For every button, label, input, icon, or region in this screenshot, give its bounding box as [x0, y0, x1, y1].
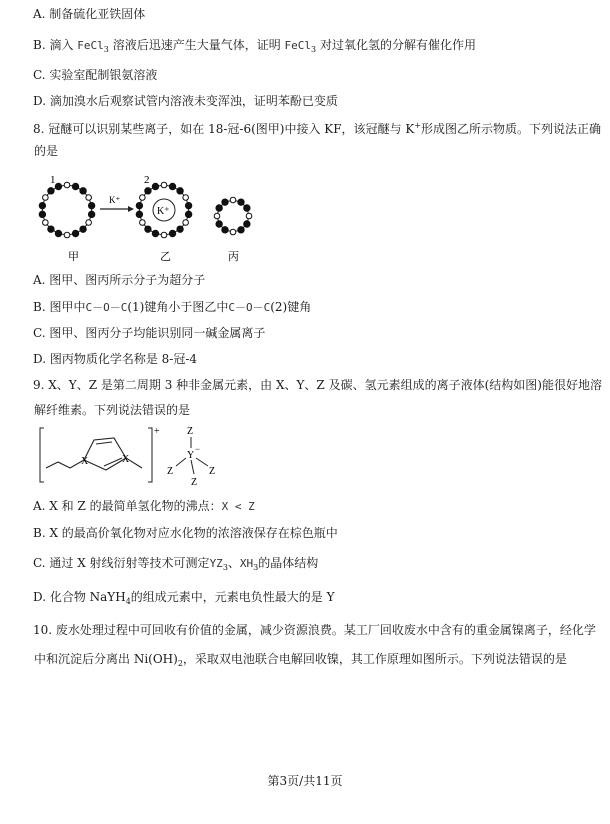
right-bracket — [148, 428, 152, 482]
ring-yi-carbon-atom — [177, 226, 183, 232]
q9-stem-line2: 解纤维素。下列说法错误的是 — [34, 403, 191, 417]
ring-yi-carbon-atom — [136, 211, 142, 217]
ring-jia-carbon-atom — [88, 211, 94, 217]
ring-bing-oxygen-atom — [230, 229, 236, 235]
ring-bing-carbon-atom — [216, 221, 222, 227]
ring-jia-oxygen-atom — [64, 182, 70, 188]
ring-yi-carbon-atom — [185, 202, 191, 208]
q7-option-c: C. 实验室配制银氨溶液 — [33, 68, 158, 82]
ring-yi-carbon-atom — [177, 188, 183, 194]
q8-option-b: B. 图甲中C－O－C(1)键角小于图乙中C－O－C(2)键角 — [33, 300, 312, 314]
ring-yi-carbon-atom — [152, 230, 158, 236]
anion-z-left: Z — [167, 466, 174, 477]
ring-atom-x1: X — [81, 456, 89, 467]
page-footer: 第3页/共11页 — [267, 774, 343, 788]
q9-stem-line1: 9. X、Y、Z 是第二周期 3 种非金属元素，由 X、Y、Z 及碳、氢元素组成的离子液体(结构如图)能很好地溶 — [33, 378, 602, 392]
ring-yi-carbon-atom — [145, 188, 151, 194]
ring-double-bond — [96, 442, 112, 444]
ring-jia-oxygen-atom — [86, 220, 92, 226]
ring-jia-oxygen-atom — [43, 220, 49, 226]
ring-jia-oxygen-atom — [43, 195, 49, 201]
ring-bing-oxygen-atom — [214, 213, 220, 219]
crown-ether-figure — [36, 170, 276, 264]
q8-stem-line1: 8. 冠醚可以识别某些离子，如在 18-冠-6(图甲)中接入 KF，该冠醚与 K+形成图乙所示物质。下列说法正确 — [33, 121, 602, 136]
q10-stem-line2: 中和沉淀后分离出 $Ni(OH)_2$，采取双电池联合电解回收镍，其工作原理如图所示。下列说法错误的是 — [34, 652, 567, 668]
crown-ether-8-4-ring — [214, 197, 252, 235]
reaction-arrowhead — [128, 206, 134, 212]
ring-bing-carbon-atom — [222, 199, 228, 205]
ring-jia-carbon-atom — [55, 183, 61, 189]
ring-jia-carbon-atom — [80, 188, 86, 194]
anion-bond-left — [176, 458, 186, 466]
q7-option-b: B. 滴入 FeCl$_3$ 溶液后迅速产生大量气体，证明 FeCl$_3$ 对过氧化氢的分解有催化作用 — [33, 38, 476, 54]
anion-z-top: Z — [187, 426, 194, 437]
ring-yi-oxygen-atom — [140, 220, 146, 226]
crown-ether-18-6-ring — [39, 182, 95, 238]
ring-jia-carbon-atom — [48, 188, 54, 194]
ring-jia-carbon-atom — [80, 226, 86, 232]
q8-option-a: A. 图甲、图丙所示分子为超分子 — [33, 273, 206, 287]
q7-option-d: D. 滴加溴水后观察试管内溶液未变浑浊，证明苯酚已变质 — [33, 94, 338, 108]
q9-option-b: B. X 的最高价氧化物对应水化物的浓溶液保存在棕色瓶中 — [33, 526, 338, 540]
cation-charge: + — [154, 426, 160, 437]
ring-yi-carbon-atom — [169, 230, 175, 236]
ring-yi-oxygen-atom — [161, 182, 167, 188]
q7-option-a: A. 制备硫化亚铁固体 — [33, 7, 146, 21]
ring-jia-carbon-atom — [88, 202, 94, 208]
ring-jia-carbon-atom — [48, 226, 54, 232]
q9-option-c: C. 通过 X 射线衍射等技术可测定$YZ_3$、$XH_3$的晶体结构 — [33, 556, 319, 572]
ring-yi-carbon-atom — [145, 226, 151, 232]
ring-jia-carbon-atom — [72, 183, 78, 189]
ring-jia-oxygen-atom — [64, 232, 70, 238]
anion-charge: − — [195, 444, 201, 454]
ring-bing-carbon-atom — [222, 227, 228, 233]
ionic-liquid-structure — [36, 424, 236, 488]
ring-jia-carbon-atom — [39, 202, 45, 208]
ring-jia-oxygen-atom — [86, 195, 92, 201]
anion-bond-bottom — [191, 460, 194, 474]
ring-bing-carbon-atom — [238, 199, 244, 205]
ring-bing-carbon-atom — [216, 205, 222, 211]
potassium-ion-label: K⁺ — [157, 206, 170, 217]
ring-bing-carbon-atom — [238, 227, 244, 233]
q8-option-d: D. 图丙物质化学名称是 8-冠-4 — [33, 352, 198, 366]
caption-jia: 甲 — [68, 251, 79, 263]
ring-atom-x2: X — [122, 454, 130, 465]
anion-z-right: Z — [209, 466, 216, 477]
ring-yi-oxygen-atom — [183, 220, 189, 226]
q8-option-c: C. 图甲、图丙分子均能识别同一碱金属离子 — [33, 326, 266, 340]
caption-bing: 丙 — [228, 251, 239, 263]
left-bracket — [40, 428, 44, 482]
ring-yi-carbon-atom — [152, 183, 158, 189]
q8-stem-line2: 的是 — [34, 144, 59, 158]
q9-option-d: D. 化合物 NaYH$_4$的组成元素中，元素电负性最大的是 Y — [33, 590, 335, 606]
anion-bond-right — [196, 458, 208, 466]
ring-yi-oxygen-atom — [140, 195, 146, 201]
ring-bing-carbon-atom — [244, 205, 250, 211]
arrow-label: K⁺ — [109, 195, 121, 205]
ring-bing-bonds — [217, 200, 249, 232]
ring-jia-carbon-atom — [39, 211, 45, 217]
ring-yi-oxygen-atom — [183, 195, 189, 201]
ethyl-chain — [46, 460, 84, 468]
figure-label-2: 2 — [144, 174, 150, 186]
ring-jia-carbon-atom — [55, 230, 61, 236]
figure-label-1: 1 — [50, 174, 56, 186]
ring-jia-carbon-atom — [72, 230, 78, 236]
q9-option-a: A. X 和 Z 的最简单氢化物的沸点：X < Z — [33, 499, 255, 513]
ring-bing-oxygen-atom — [230, 197, 236, 203]
anion-z-bottom: Z — [191, 477, 198, 488]
ring-yi-carbon-atom — [185, 211, 191, 217]
caption-yi: 乙 — [160, 251, 171, 263]
ring-bing-oxygen-atom — [246, 213, 252, 219]
q10-stem-line1: 10. 废水处理过程中可回收有价值的金属，减少资源浪费。某工厂回收废水中含有的重金属镍离子，经化学 — [33, 623, 596, 637]
ring-yi-oxygen-atom — [161, 232, 167, 238]
anion-y: Y — [187, 450, 195, 461]
ring-bing-carbon-atom — [244, 221, 250, 227]
ring-yi-carbon-atom — [169, 183, 175, 189]
ring-yi-carbon-atom — [136, 202, 142, 208]
